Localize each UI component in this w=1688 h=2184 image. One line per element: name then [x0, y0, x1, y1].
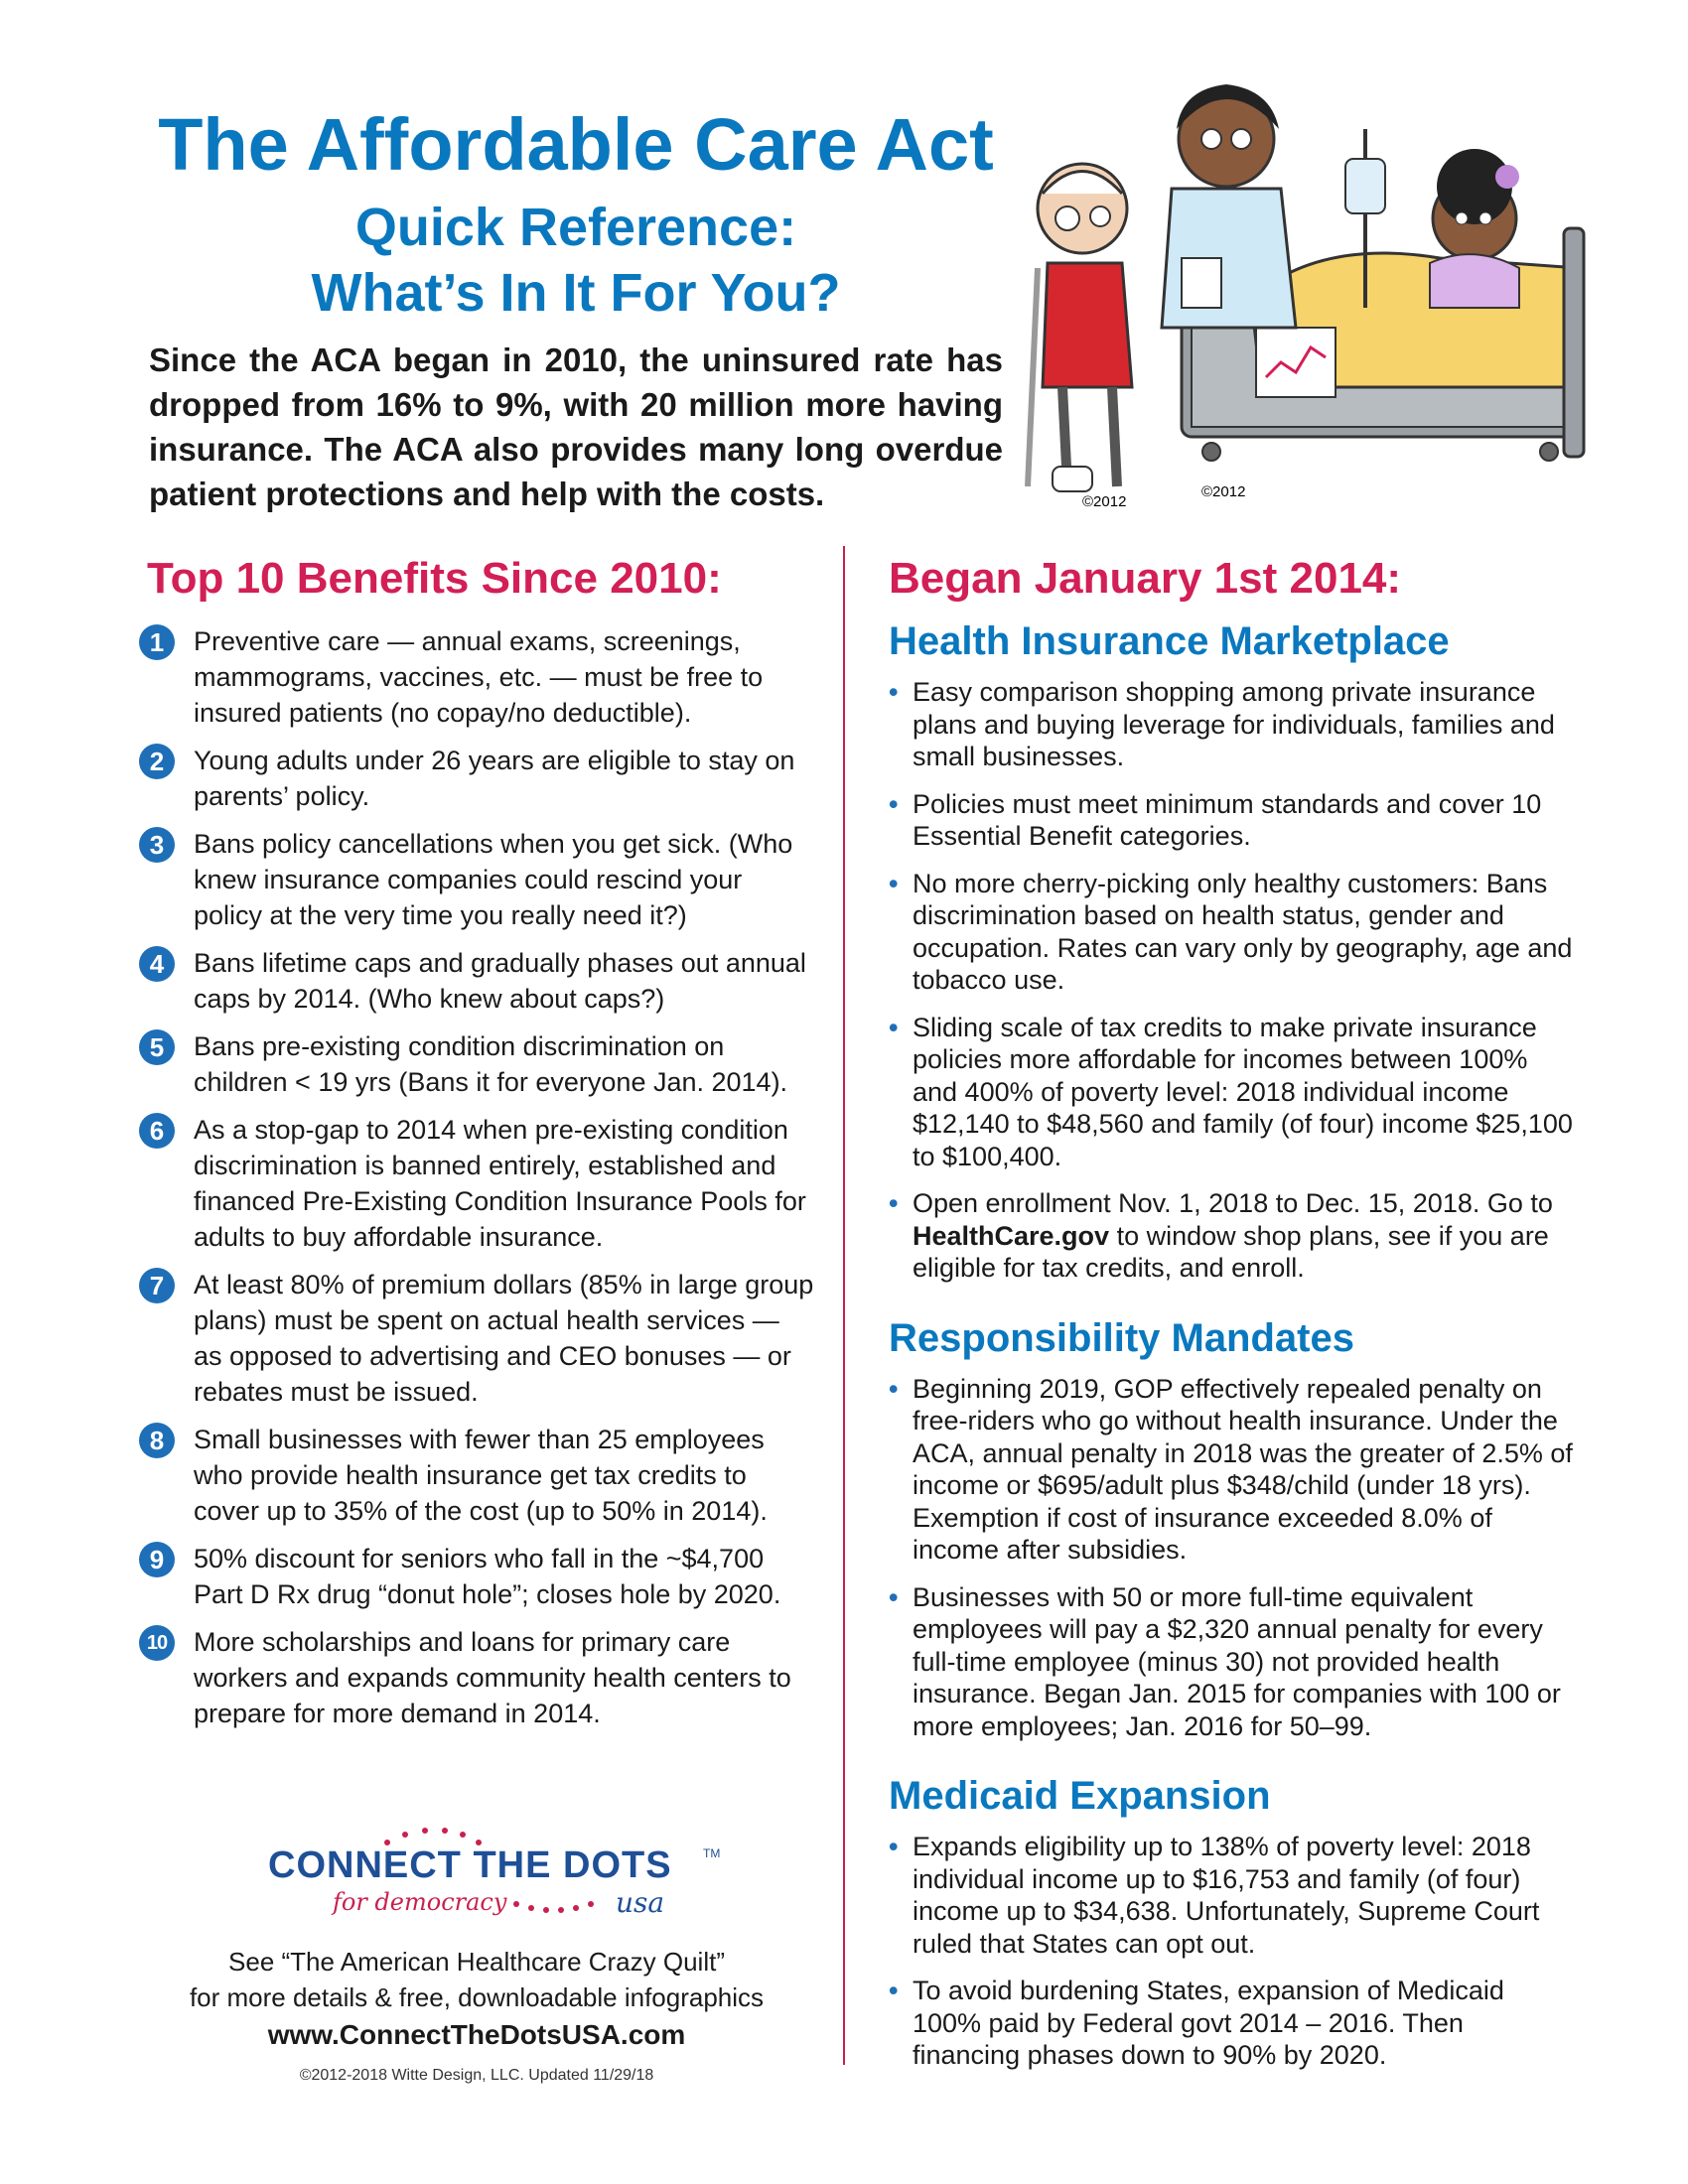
copyright-credit: ©2012-2018 Witte Design, LLC. Updated 11/29/18: [299, 2067, 654, 2084]
number-badge: 9: [139, 1542, 175, 1577]
mandates-heading: Responsibility Mandates: [889, 1315, 1354, 1360]
logo-wordmark: CONNECT THE DOTS: [268, 1844, 672, 1886]
list-item: • To avoid burdening States, expansion of Medicaid 100% paid by Federal govt 2014 – 2016. Then financing phases down to 90% by 2020.: [889, 1975, 1574, 2072]
benefit-item: [139, 945, 814, 1017]
page-title: The Affordable Care Act: [158, 103, 994, 186]
benefit-item: [139, 1028, 814, 1100]
enroll-text-pre: Open enrollment Nov. 1, 2018 to Dec. 15, 2018. Go to: [913, 1188, 1553, 1218]
see-line-2: for more details & free, downloadable infographics: [189, 1982, 765, 2012]
number-badge: 5: [139, 1029, 175, 1065]
top-benefits-heading: Top 10 Benefits Since 2010:: [147, 554, 722, 603]
benefit-text: Small businesses with fewer than 25 employees who provide health insurance get tax credits to cover up to 35% of the cost (up to 50% in 2014).: [194, 1425, 768, 1526]
number-badge: 4: [139, 946, 175, 982]
benefit-item: [139, 826, 814, 933]
nurse-image: [1162, 84, 1296, 328]
number-badge: 8: [139, 1423, 175, 1458]
see-more-text: [139, 1944, 814, 2015]
number-badge: 10: [139, 1625, 175, 1661]
number-badge: 6: [139, 1113, 175, 1149]
connect-the-dots-logo: [258, 1825, 721, 1934]
subtitle-line-2: What’s In It For You?: [311, 263, 841, 323]
number-badge: 1: [139, 624, 175, 660]
see-line-1: See “The American Healthcare Crazy Quilt”: [228, 1947, 725, 1977]
list-item: • Businesses with 50 or more full-time equivalent employees will pay a $2,320 annual penalty for every full-time employee (minus 30) not provided health insurance. Began Jan. 2015 for companies with 100 or more employees; Jan. 2016 for 50–99.: [889, 1581, 1574, 1743]
benefit-item: [139, 743, 814, 814]
benefit-text: Preventive care — annual exams, screenings, mammograms, vaccines, etc. — must be free to insured patients (no copay/no deductible).: [194, 626, 764, 728]
list-item: • Easy comparison shopping among private insurance plans and buying leverage for individuals, families and small businesses.: [889, 676, 1574, 773]
benefit-text: More scholarships and loans for primary care workers and expands community health centers to prepare for more demand in 2014.: [194, 1627, 791, 1728]
benefit-item: [139, 1267, 814, 1410]
hospital-cartoon-illustration: [1023, 69, 1618, 526]
healthcare-gov-link[interactable]: HealthCare.gov: [913, 1220, 1110, 1251]
column-divider: [843, 546, 845, 2065]
began-2014-heading: Began January 1st 2014:: [889, 554, 1402, 603]
logo-tagline: for democracy: [333, 1888, 507, 1916]
marketplace-heading: Health Insurance Marketplace: [889, 619, 1450, 663]
benefit-text: Young adults under 26 years are eligible to stay on parents’ policy.: [194, 746, 795, 811]
medicaid-heading: Medicaid Expansion: [889, 1774, 1271, 1818]
benefit-text: At least 80% of premium dollars (85% in large group plans) must be spent on actual health services — as opposed to advertising and CEO bonuses — or rebates must be issued.: [194, 1270, 814, 1407]
benefit-item: [139, 1541, 814, 1612]
benefits-list: [139, 623, 814, 1743]
enroll-text-post: to window shop plans, see if you are eligible for tax credits, and enroll.: [913, 1220, 1549, 1283]
list-item: • No more cherry-picking only healthy customers: Bans discrimination based on health status, gender and occupation. Rates can vary only by geography, age and tobacco use.: [889, 868, 1574, 997]
benefit-text: Bans pre-existing condition discrimination on children < 19 yrs (Bans it for everyone Jan. 2014).: [194, 1031, 788, 1097]
page-subtitle: [129, 195, 1023, 326]
website-link[interactable]: www.ConnectTheDotsUSA.com: [267, 2019, 686, 2050]
illustration-copyright-right: ©2012: [1201, 483, 1246, 500]
benefit-item: [139, 1112, 814, 1255]
list-item: • Beginning 2019, GOP effectively repealed penalty on free-riders who go without health insurance. Under the ACA, annual penalty in 2018 was the greater of 2.5% of income or $695/adult plus $348/child (under 18 yrs). Exemption if cost of insurance exceeded 8.0% of income after subsidies.: [889, 1373, 1574, 1567]
benefit-item: [139, 1422, 814, 1529]
benefit-text: 50% discount for seniors who fall in the ~$4,700 Part D Rx drug “donut hole”; closes hole by 2020.: [194, 1544, 781, 1609]
logo-usa: usa: [616, 1886, 665, 1919]
list-item: [889, 1187, 1574, 1285]
intro-paragraph: Since the ACA began in 2010, the uninsured rate has dropped from 16% to 9%, with 20 million more having insurance. The ACA also provides many long overdue patient protections and help with the costs.: [149, 341, 1003, 512]
number-badge: 7: [139, 1268, 175, 1303]
benefit-item: [139, 623, 814, 731]
illustration-copyright-left: ©2012: [1082, 493, 1127, 510]
number-badge: 2: [139, 744, 175, 779]
right-column: [889, 551, 1574, 2087]
list-item: • Expands eligibility up to 138% of poverty level: 2018 individual income up to $16,753 and family (of four) income up to $34,638. Unfortunately, Supreme Court ruled that States can opt out.: [889, 1831, 1574, 1960]
benefit-item: [139, 1624, 814, 1731]
benefit-text: As a stop-gap to 2014 when pre-existing condition discrimination is banned entirely, established and financed Pre-Existing Condition Insurance Pools for adults to buy affordable insurance.: [194, 1115, 806, 1252]
injured-man-image: [1028, 164, 1132, 491]
benefit-text: Bans lifetime caps and gradually phases out annual caps by 2014. (Who knew about caps?): [194, 948, 806, 1014]
list-item: • Policies must meet minimum standards and cover 10 Essential Benefit categories.: [889, 788, 1574, 853]
subtitle-line-1: Quick Reference:: [354, 198, 797, 257]
girl-patient-image: [1430, 149, 1519, 308]
benefit-text: Bans policy cancellations when you get sick. (Who knew insurance companies could rescind your policy at the very time you really need it?): [194, 829, 793, 930]
number-badge: 3: [139, 827, 175, 863]
list-item: • Sliding scale of tax credits to make private insurance policies more affordable for incomes between 100% and 400% of poverty level: 2018 individual income $12,140 to $48,560 and family (of four) income $25,100 to $100,400.: [889, 1012, 1574, 1173]
logo-trademark: TM: [703, 1846, 721, 1860]
